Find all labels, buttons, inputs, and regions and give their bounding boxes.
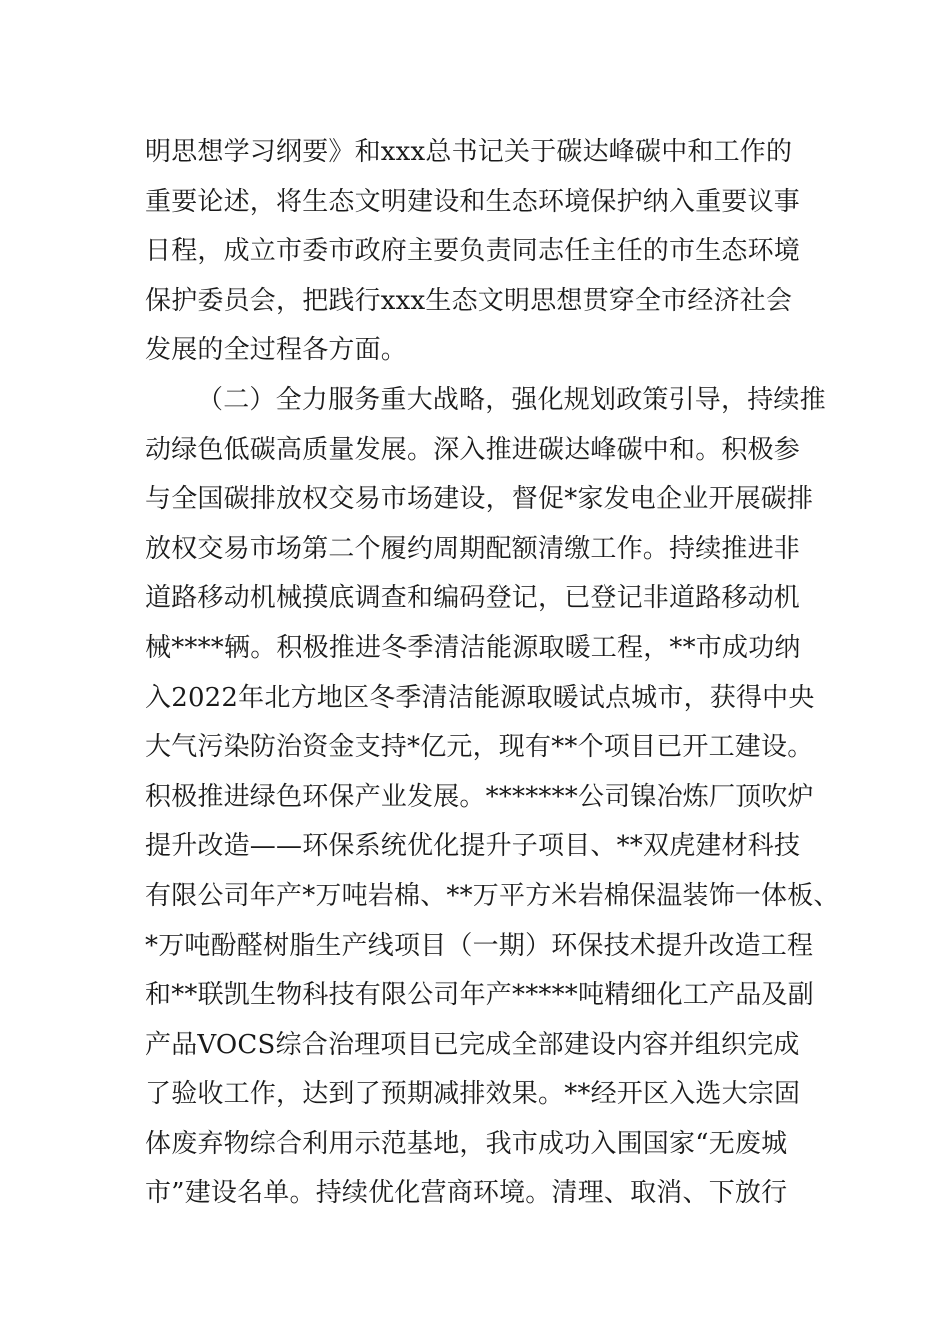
text-line: 大气污染防治资金支持*亿元，现有**个项目已开工建设。 <box>145 732 814 763</box>
text-line: *万吨酚醛树脂生产线项目（一期）环保技术提升改造工程 <box>145 930 814 961</box>
text-line: 放权交易市场第二个履约周期配额清缴工作。持续推进非 <box>145 533 801 564</box>
text-line: 有限公司年产*万吨岩棉、**万平方米岩棉保温装饰一体板、 <box>145 880 840 911</box>
text-line: 动绿色低碳高质量发展。深入推进碳达峰碳中和。积极参 <box>145 434 801 465</box>
text-line: 市”建设名单。持续优化营商环境。清理、取消、下放行 <box>145 1178 788 1209</box>
text-line: 产品VOCS综合治理项目已完成全部建设内容并组织完成 <box>145 1029 800 1060</box>
text-line: 械****辆。积极推进冬季清洁能源取暖工程，**市成功纳 <box>145 632 801 663</box>
text-line: 明思想学习纲要》和xxx总书记关于碳达峰碳中和工作的 <box>145 137 793 167</box>
text-line: 道路移动机械摸底调查和编码登记，已登记非道路移动机 <box>145 583 801 614</box>
text-line: 重要论述，将生态文明建设和生态环境保护纳入重要议事 <box>145 186 801 217</box>
text-line: 日程，成立市委市政府主要负责同志任主任的市生态环境 <box>145 236 801 267</box>
body-text <box>145 128 840 1219</box>
text-line: 发展的全过程各方面。 <box>145 335 408 366</box>
text-line: 保护委员会，把践行xxx生态文明思想贯穿全市经济社会 <box>145 285 793 316</box>
text-line: 了验收工作，达到了预期减排效果。**经开区入选大宗固 <box>145 1079 801 1110</box>
text-line: 积极推进绿色环保产业发展。*******公司镍冶炼厂顶吹炉 <box>145 781 814 812</box>
text-line: 提升改造——环保系统优化提升子项目、**双虎建材科技 <box>145 831 801 862</box>
section-heading-line: （二）全力服务重大战略，强化规划政策引导，持续推 <box>197 384 826 415</box>
text-line: 与全国碳排放权交易市场建设，督促*家发电企业开展碳排 <box>145 484 814 515</box>
text-line: 和**联凯生物科技有限公司年产*****吨精细化工产品及副 <box>145 980 814 1011</box>
text-line: 体废弃物综合利用示范基地，我市成功入围国家“无废城 <box>145 1128 788 1159</box>
text-line: 入2022年北方地区冬季清洁能源取暖试点城市，获得中央 <box>145 682 815 713</box>
